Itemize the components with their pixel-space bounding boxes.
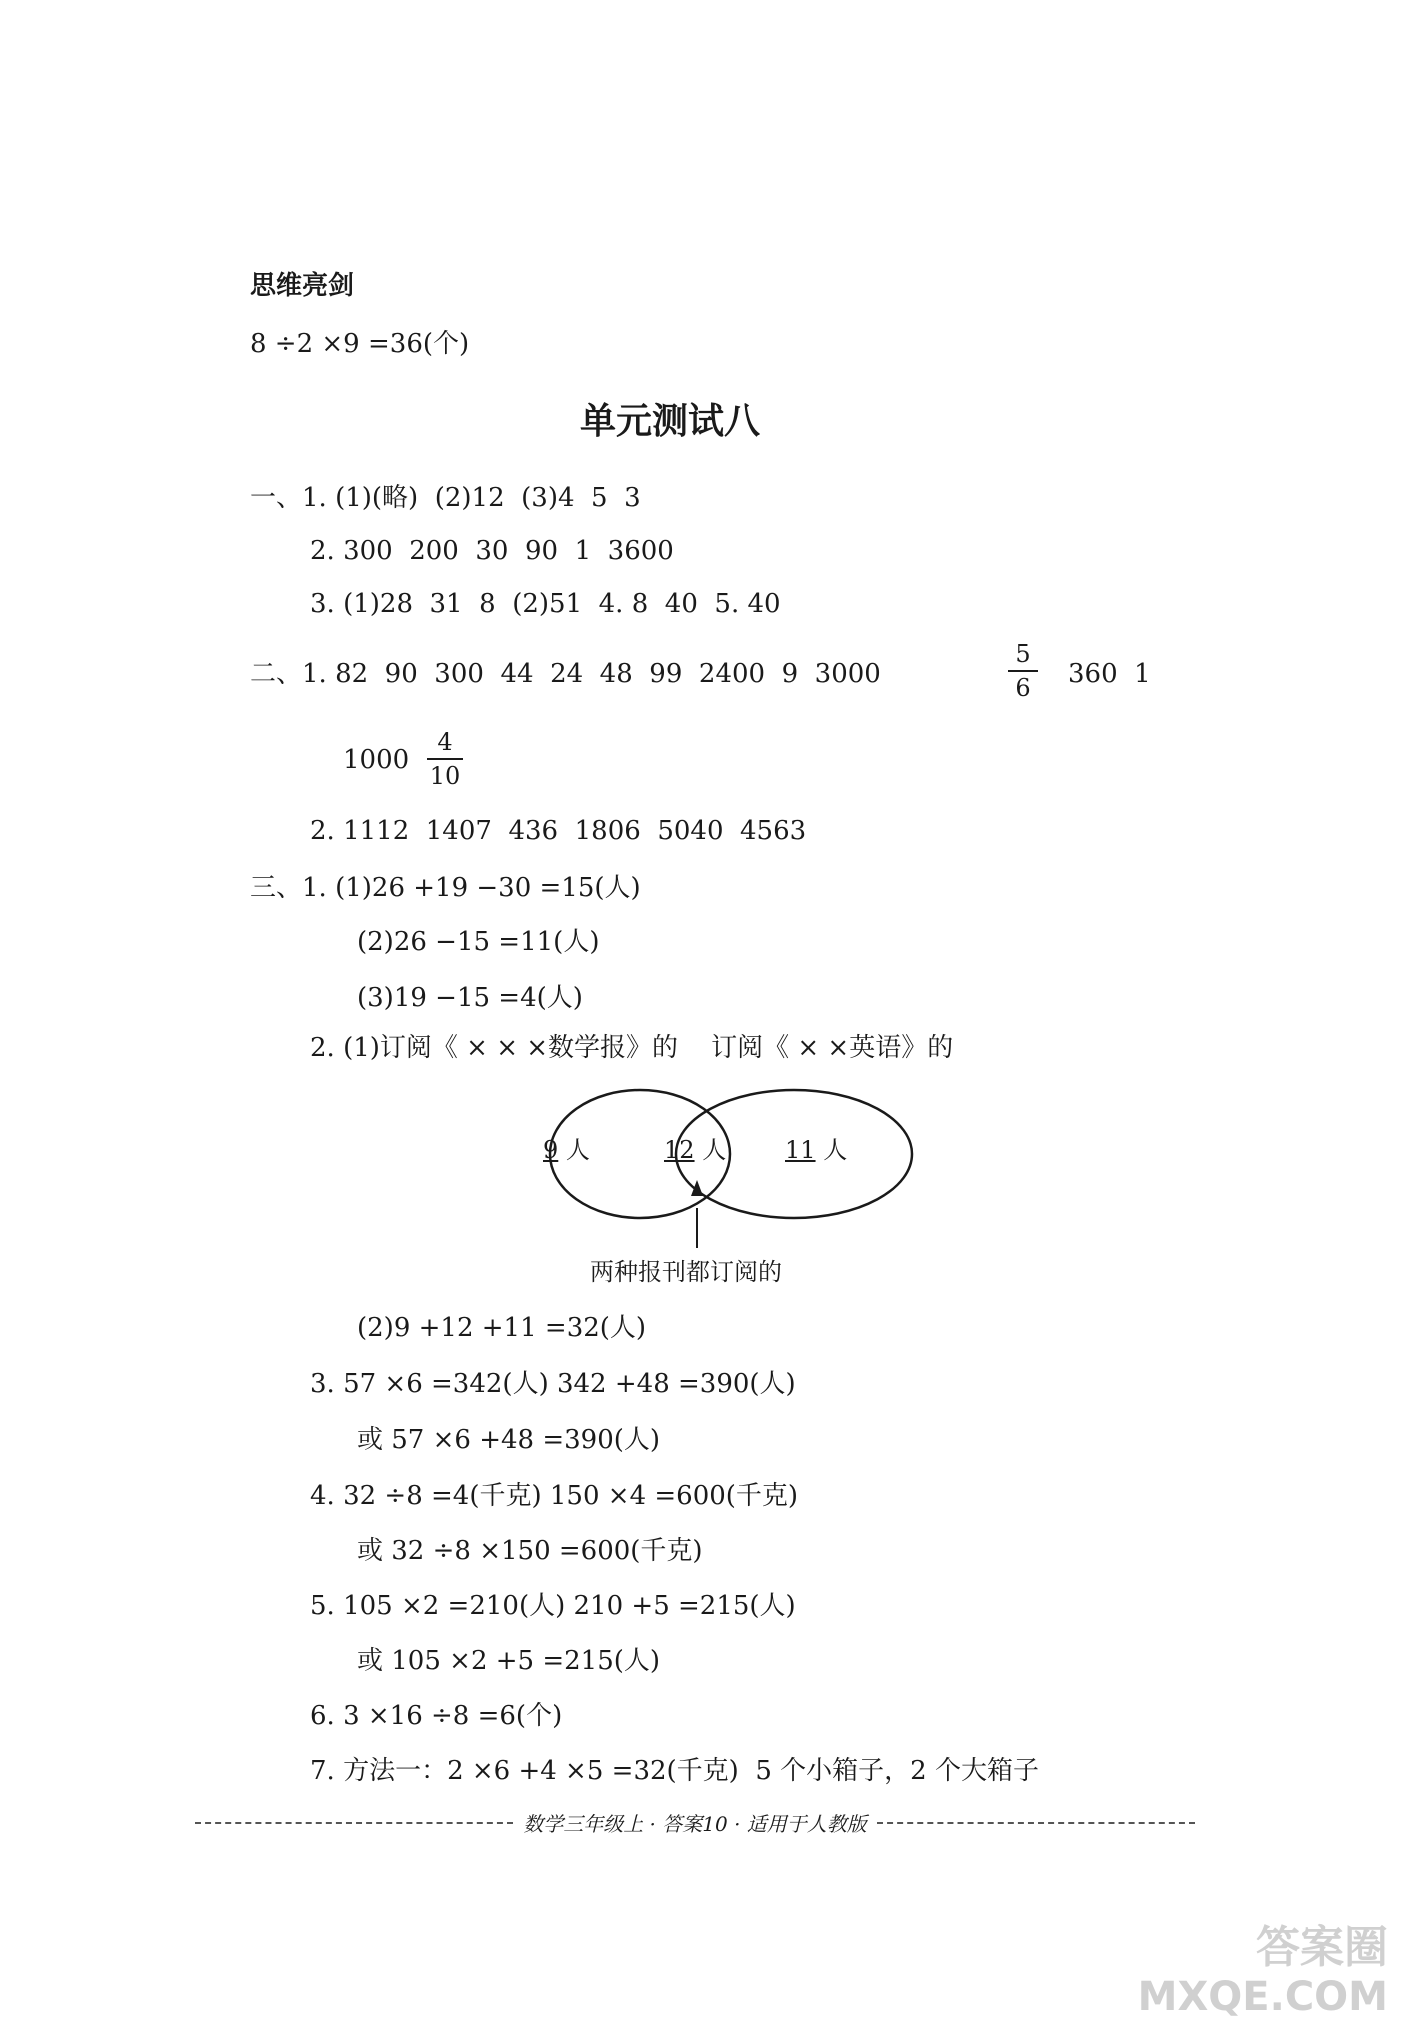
fraction	[1008, 640, 1038, 702]
fraction-numerator: 4	[437, 728, 453, 756]
page-footer	[195, 1808, 1195, 1837]
fraction-numerator: 5	[1015, 640, 1031, 668]
answer-line: 2. 1112 1407 436 1806 5040 4563	[310, 816, 807, 846]
fraction-denominator: 6	[1015, 674, 1031, 702]
answer-line: 或 57 ×6 +48 =390(人)	[357, 1425, 661, 1455]
answer-line: 三、1. (1)26 +19 −30 =15(人)	[250, 873, 641, 903]
venn-unit: 人	[702, 1136, 727, 1164]
fraction	[427, 728, 463, 790]
thinking-answer: 8 ÷2 ×9 =36(个)	[250, 329, 470, 359]
watermark-logo: 答案圈	[1256, 1922, 1388, 1973]
answer-line: (3)19 −15 =4(人)	[357, 983, 583, 1013]
venn-left-value: 9	[543, 1136, 559, 1164]
answer-line: (2)26 −15 =11(人)	[357, 927, 600, 957]
answer-line: 或 32 ÷8 ×150 =600(千克)	[357, 1536, 703, 1566]
answer-line: 2. (1)订阅《 × × ×数学报》的 订阅《 × ×英语》的	[310, 1033, 954, 1063]
answer-line: (2)9 +12 +11 =32(人)	[357, 1313, 647, 1343]
answer-line: 360 1	[1068, 659, 1151, 689]
answer-line: 7. 方法一：2 ×6 +4 ×5 =32(千克) 5 个小箱子，2 个大箱子	[310, 1756, 1039, 1786]
watermark-url: MXQE.COM	[1137, 1974, 1388, 2020]
answer-line: 二、1. 82 90 300 44 24 48 99 2400 9 3000	[250, 659, 881, 689]
answer-line: 3. (1)28 31 8 (2)51 4. 8 40 5. 40	[310, 589, 781, 619]
answer-line: 6. 3 ×16 ÷8 =6(个)	[310, 1701, 563, 1731]
answer-line: 一、1. (1)(略) (2)12 (3)4 5 3	[250, 483, 641, 513]
venn-caption: 两种报刊都订阅的	[590, 1258, 782, 1286]
answer-line: 4. 32 ÷8 =4(千克) 150 ×4 =600(千克)	[310, 1481, 799, 1511]
fraction-bar	[427, 758, 463, 760]
answer-line: 1000	[343, 745, 410, 775]
fraction-bar	[1008, 670, 1038, 672]
fraction-denominator: 10	[429, 762, 461, 790]
venn-right-label	[785, 1134, 847, 1166]
venn-middle-label	[664, 1134, 726, 1166]
venn-middle-value: 12	[664, 1136, 695, 1164]
venn-left-label	[543, 1134, 590, 1166]
footer-divider	[877, 1822, 1195, 1824]
footer-text: 数学三年级上 · 答案10 · 适用于人教版	[523, 1812, 867, 1836]
page-title: 单元测试八	[580, 401, 761, 442]
answer-line: 3. 57 ×6 =342(人) 342 +48 =390(人)	[310, 1369, 796, 1399]
footer-divider	[195, 1822, 513, 1824]
answer-line: 5. 105 ×2 =210(人) 210 +5 =215(人)	[310, 1591, 796, 1621]
venn-unit: 人	[823, 1136, 848, 1164]
venn-unit: 人	[565, 1136, 590, 1164]
venn-right-value: 11	[785, 1136, 816, 1164]
answer-line: 或 105 ×2 +5 =215(人)	[357, 1646, 661, 1676]
answer-line: 2. 300 200 30 90 1 3600	[310, 536, 674, 566]
section-heading: 思维亮剑	[250, 271, 355, 301]
